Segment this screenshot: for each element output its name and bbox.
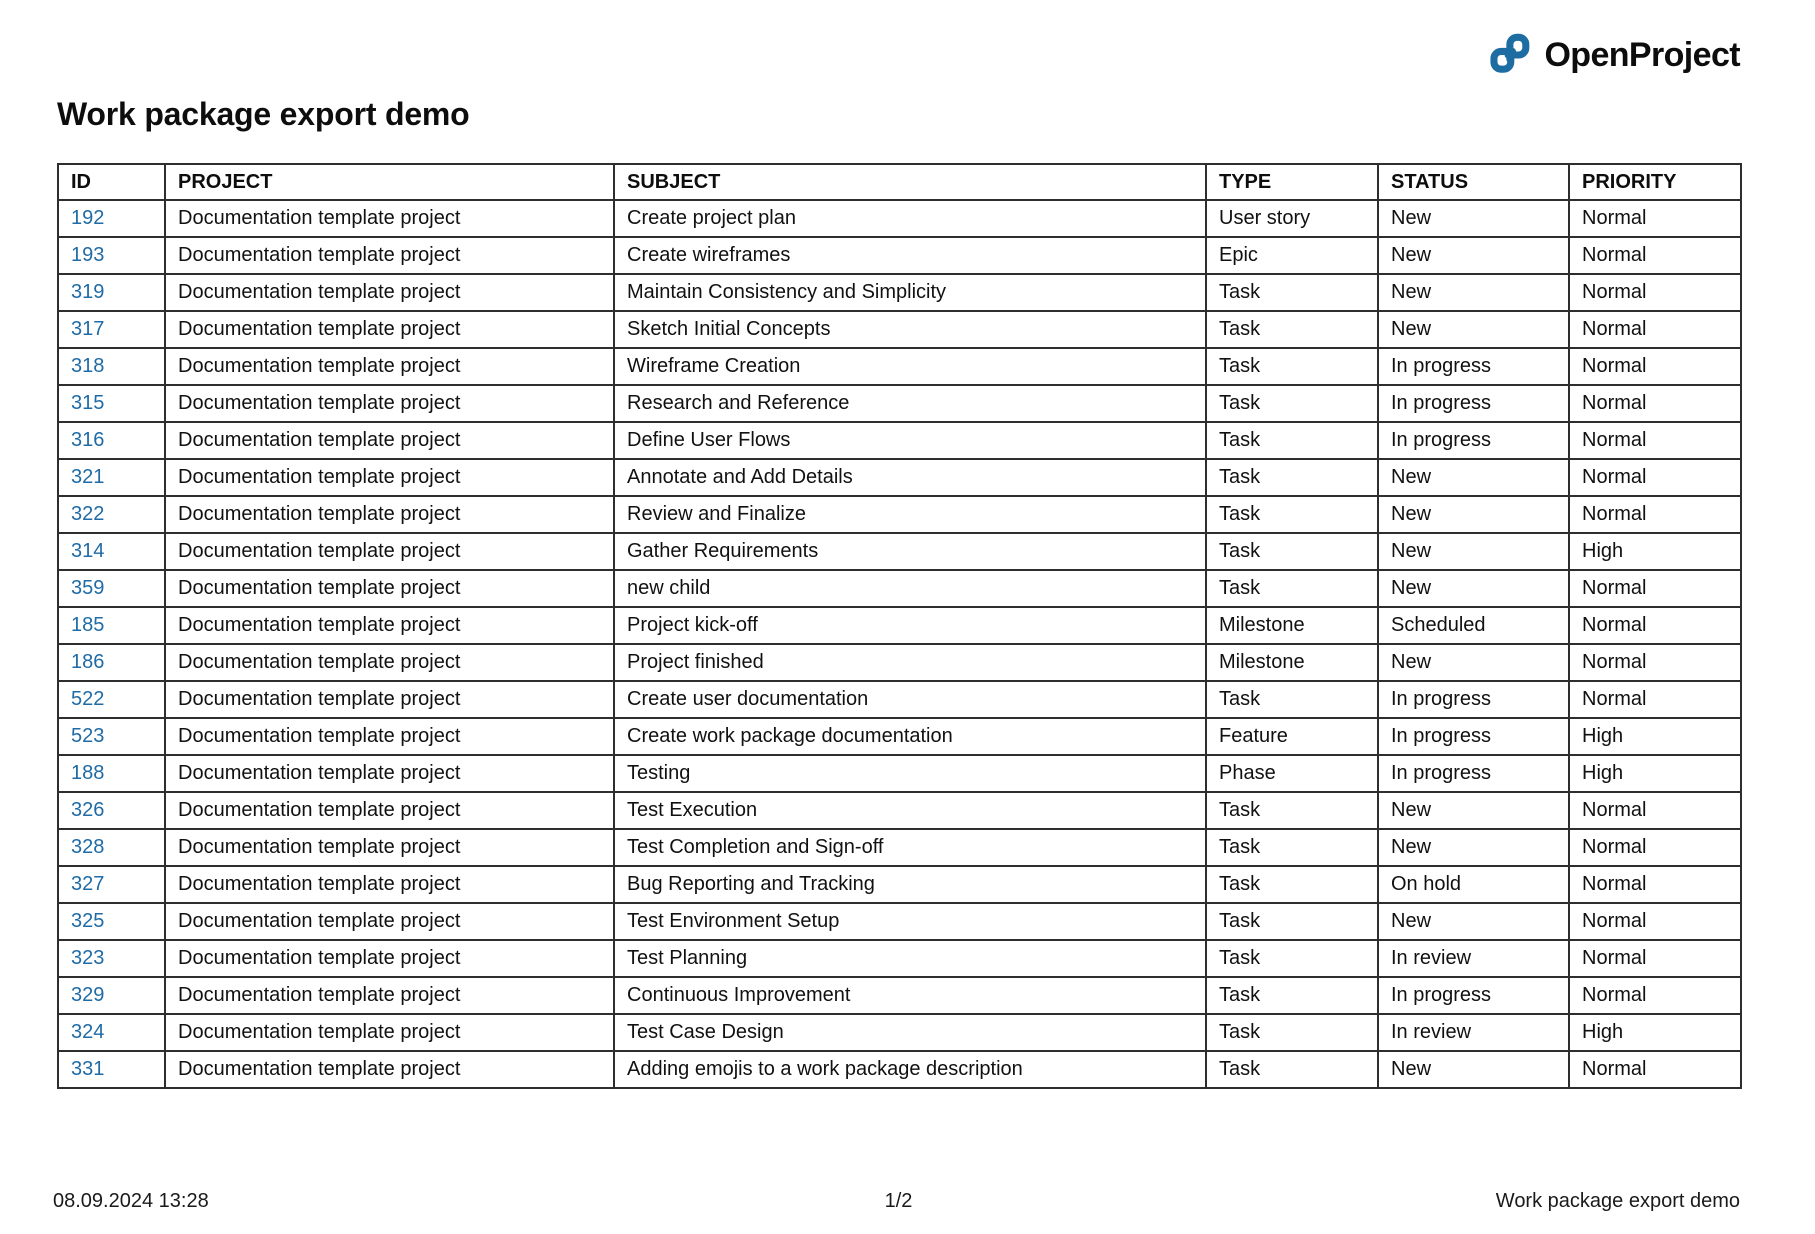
table-row [58,681,1741,718]
cell-id[interactable]: 324 [58,1014,165,1051]
cell-subject: Project finished [614,644,1206,681]
cell-subject: Review and Finalize [614,496,1206,533]
table-row [58,459,1741,496]
cell-id[interactable]: 314 [58,533,165,570]
cell-project: Documentation template project [165,237,614,274]
work-package-table-body [58,200,1741,1088]
cell-project: Documentation template project [165,385,614,422]
cell-subject: Create project plan [614,200,1206,237]
cell-type: Task [1206,829,1378,866]
cell-id[interactable]: 315 [58,385,165,422]
cell-priority: Normal [1569,348,1741,385]
cell-id[interactable]: 359 [58,570,165,607]
openproject-logo-icon [1486,32,1532,78]
cell-status: In progress [1378,385,1569,422]
cell-priority: Normal [1569,607,1741,644]
cell-status: Scheduled [1378,607,1569,644]
table-row [58,718,1741,755]
table-row [58,348,1741,385]
cell-priority: Normal [1569,459,1741,496]
column-header-project: PROJECT [165,164,614,200]
column-header-priority: PRIORITY [1569,164,1741,200]
table-row [58,866,1741,903]
cell-status: In progress [1378,348,1569,385]
table-row [58,200,1741,237]
cell-status: New [1378,533,1569,570]
cell-priority: Normal [1569,496,1741,533]
table-row [58,755,1741,792]
cell-type: Task [1206,866,1378,903]
cell-status: In progress [1378,718,1569,755]
table-row [58,311,1741,348]
table-row [58,792,1741,829]
cell-subject: Create work package documentation [614,718,1206,755]
work-package-table [57,163,1742,1089]
cell-subject: Adding emojis to a work package description [614,1051,1206,1088]
cell-priority: Normal [1569,422,1741,459]
cell-id[interactable]: 523 [58,718,165,755]
cell-priority: High [1569,1014,1741,1051]
cell-id[interactable]: 319 [58,274,165,311]
cell-status: New [1378,829,1569,866]
cell-id[interactable]: 331 [58,1051,165,1088]
cell-priority: High [1569,533,1741,570]
cell-subject: Gather Requirements [614,533,1206,570]
cell-id[interactable]: 522 [58,681,165,718]
cell-type: Task [1206,348,1378,385]
cell-priority: Normal [1569,866,1741,903]
cell-priority: Normal [1569,1051,1741,1088]
cell-subject: Create user documentation [614,681,1206,718]
cell-project: Documentation template project [165,422,614,459]
table-row [58,237,1741,274]
cell-project: Documentation template project [165,718,614,755]
cell-type: Task [1206,681,1378,718]
column-header-subject: SUBJECT [614,164,1206,200]
cell-id[interactable]: 185 [58,607,165,644]
cell-type: Task [1206,977,1378,1014]
cell-priority: Normal [1569,311,1741,348]
cell-type: Milestone [1206,644,1378,681]
cell-subject: Wireframe Creation [614,348,1206,385]
cell-type: Task [1206,792,1378,829]
cell-subject: Maintain Consistency and Simplicity [614,274,1206,311]
cell-subject: Test Completion and Sign-off [614,829,1206,866]
table-row [58,1014,1741,1051]
column-header-type: TYPE [1206,164,1378,200]
table-row [58,533,1741,570]
cell-project: Documentation template project [165,866,614,903]
cell-type: Task [1206,385,1378,422]
cell-status: In progress [1378,755,1569,792]
cell-id[interactable]: 322 [58,496,165,533]
footer-doc-title: Work package export demo [1495,1190,1740,1212]
footer-page-number: 1/2 [884,1190,913,1212]
table-row [58,274,1741,311]
cell-subject: new child [614,570,1206,607]
cell-status: New [1378,237,1569,274]
cell-project: Documentation template project [165,348,614,385]
cell-id[interactable]: 192 [58,200,165,237]
table-row [58,903,1741,940]
cell-status: In progress [1378,422,1569,459]
cell-status: New [1378,644,1569,681]
cell-type: Feature [1206,718,1378,755]
cell-priority: Normal [1569,829,1741,866]
cell-type: Epic [1206,237,1378,274]
cell-project: Documentation template project [165,903,614,940]
cell-status: In progress [1378,681,1569,718]
table-row [58,607,1741,644]
cell-project: Documentation template project [165,459,614,496]
cell-id[interactable]: 317 [58,311,165,348]
cell-project: Documentation template project [165,311,614,348]
cell-type: Task [1206,1014,1378,1051]
cell-project: Documentation template project [165,607,614,644]
cell-status: In review [1378,940,1569,977]
cell-type: Task [1206,903,1378,940]
table-row [58,570,1741,607]
page-title: Work package export demo [57,96,470,132]
cell-priority: Normal [1569,903,1741,940]
cell-type: Task [1206,274,1378,311]
cell-id[interactable]: 318 [58,348,165,385]
cell-project: Documentation template project [165,533,614,570]
logo-brand-text: OpenProject [1544,36,1740,74]
cell-subject: Research and Reference [614,385,1206,422]
cell-priority: Normal [1569,681,1741,718]
cell-priority: Normal [1569,644,1741,681]
cell-project: Documentation template project [165,1014,614,1051]
cell-project: Documentation template project [165,792,614,829]
cell-id[interactable]: 325 [58,903,165,940]
cell-subject: Continuous Improvement [614,977,1206,1014]
cell-priority: Normal [1569,570,1741,607]
cell-id[interactable]: 193 [58,237,165,274]
table-row [58,385,1741,422]
cell-id[interactable]: 186 [58,644,165,681]
cell-status: In progress [1378,977,1569,1014]
cell-subject: Project kick-off [614,607,1206,644]
cell-status: On hold [1378,866,1569,903]
cell-priority: Normal [1569,385,1741,422]
cell-subject: Test Case Design [614,1014,1206,1051]
cell-id[interactable]: 321 [58,459,165,496]
cell-id[interactable]: 327 [58,866,165,903]
table-header-row [58,164,1741,200]
cell-id[interactable]: 323 [58,940,165,977]
cell-type: Task [1206,533,1378,570]
cell-priority: High [1569,755,1741,792]
cell-type: Task [1206,940,1378,977]
cell-type: Milestone [1206,607,1378,644]
cell-subject: Test Environment Setup [614,903,1206,940]
cell-project: Documentation template project [165,274,614,311]
cell-project: Documentation template project [165,1051,614,1088]
cell-priority: Normal [1569,200,1741,237]
cell-status: New [1378,903,1569,940]
cell-project: Documentation template project [165,829,614,866]
cell-status: New [1378,1051,1569,1088]
cell-type: Phase [1206,755,1378,792]
cell-id[interactable]: 316 [58,422,165,459]
cell-priority: High [1569,718,1741,755]
cell-type: Task [1206,422,1378,459]
cell-type: Task [1206,496,1378,533]
cell-id[interactable]: 328 [58,829,165,866]
table-row [58,829,1741,866]
cell-project: Documentation template project [165,644,614,681]
table-row [58,422,1741,459]
cell-subject: Testing [614,755,1206,792]
openproject-logo [1486,32,1740,78]
cell-id[interactable]: 329 [58,977,165,1014]
cell-status: New [1378,274,1569,311]
cell-status: New [1378,311,1569,348]
cell-project: Documentation template project [165,940,614,977]
cell-priority: Normal [1569,274,1741,311]
cell-subject: Bug Reporting and Tracking [614,866,1206,903]
cell-type: Task [1206,311,1378,348]
table-row [58,644,1741,681]
cell-priority: Normal [1569,940,1741,977]
cell-subject: Define User Flows [614,422,1206,459]
cell-priority: Normal [1569,792,1741,829]
cell-subject: Sketch Initial Concepts [614,311,1206,348]
table-row [58,496,1741,533]
cell-project: Documentation template project [165,496,614,533]
cell-subject: Test Planning [614,940,1206,977]
table-row [58,977,1741,1014]
cell-type: Task [1206,570,1378,607]
table-row [58,1051,1741,1088]
table-header [58,164,1741,200]
cell-project: Documentation template project [165,681,614,718]
cell-id[interactable]: 188 [58,755,165,792]
cell-subject: Test Execution [614,792,1206,829]
cell-status: New [1378,570,1569,607]
cell-type: Task [1206,1051,1378,1088]
column-header-status: STATUS [1378,164,1569,200]
cell-type: User story [1206,200,1378,237]
table-row [58,940,1741,977]
column-header-id: ID [58,164,165,200]
cell-project: Documentation template project [165,977,614,1014]
cell-status: New [1378,792,1569,829]
cell-status: New [1378,200,1569,237]
footer-datetime: 08.09.2024 13:28 [53,1190,209,1212]
cell-project: Documentation template project [165,570,614,607]
cell-id[interactable]: 326 [58,792,165,829]
cell-priority: Normal [1569,237,1741,274]
cell-project: Documentation template project [165,200,614,237]
cell-status: In review [1378,1014,1569,1051]
cell-project: Documentation template project [165,755,614,792]
cell-status: New [1378,459,1569,496]
cell-subject: Annotate and Add Details [614,459,1206,496]
cell-subject: Create wireframes [614,237,1206,274]
cell-priority: Normal [1569,977,1741,1014]
cell-status: New [1378,496,1569,533]
cell-type: Task [1206,459,1378,496]
